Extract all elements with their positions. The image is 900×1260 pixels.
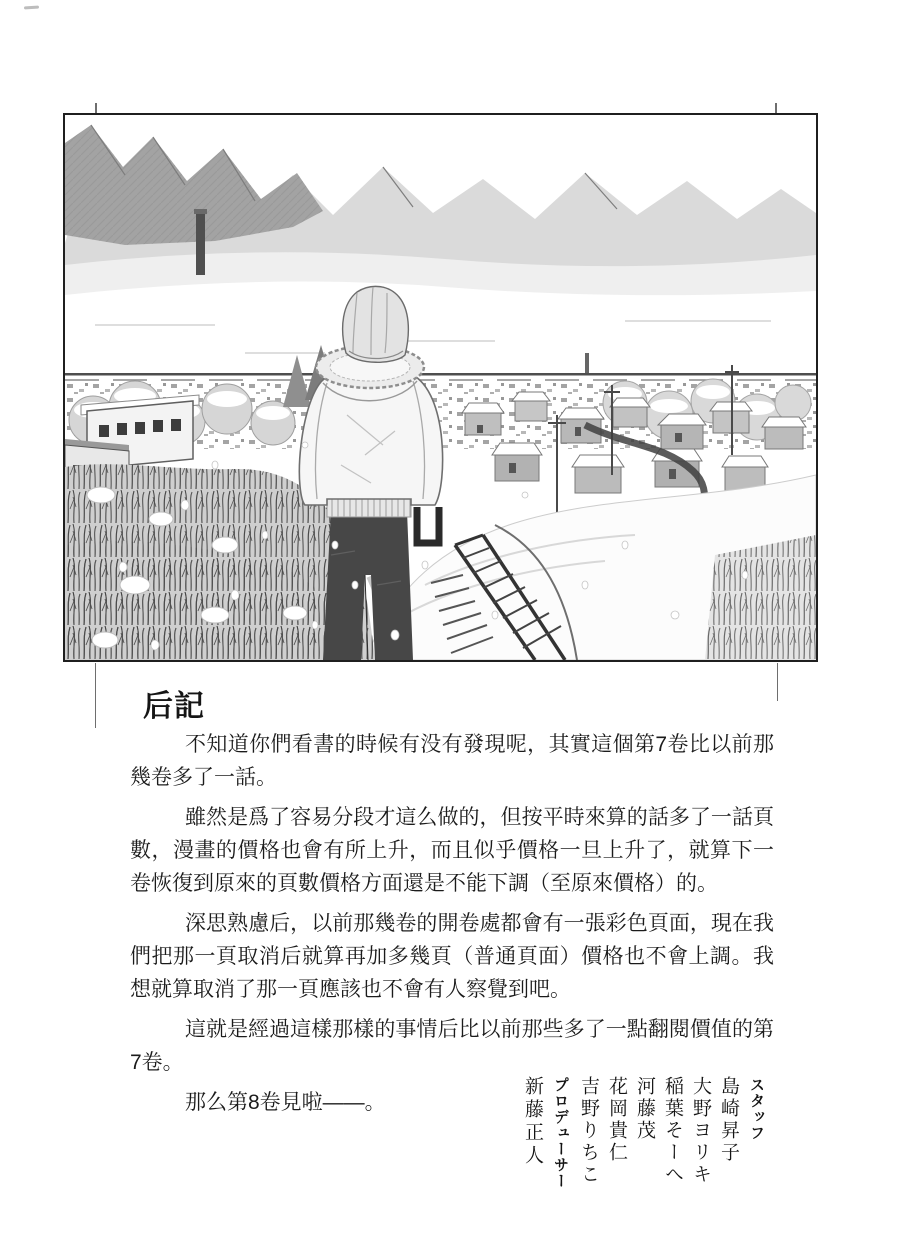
credits-staff-name-2: 大野ヨリキ — [690, 1076, 711, 1186]
credits-producer-name: 新藤正人 — [522, 1076, 543, 1168]
credits-staff-name-6: 吉野りちこ — [578, 1076, 599, 1186]
illustration-frame — [63, 113, 818, 662]
afterword-paragraph-5: 那么第8卷見啦——。 — [185, 1091, 386, 1114]
credits-staff-name-3: 稲葉そーへ — [662, 1076, 683, 1186]
credits-producer-label: プロデューサー — [552, 1077, 569, 1189]
scan-artifact — [24, 5, 39, 9]
credits-block — [516, 1076, 768, 1260]
trim-mark-bottom-left — [95, 663, 96, 728]
afterword-text-block — [130, 728, 774, 1126]
credits-staff-name-4: 河藤茂 — [634, 1076, 655, 1142]
afterword-heading: 后記 — [143, 690, 205, 723]
afterword-paragraph-1: 不知道你們看書的時候有没有發現呢，其實這個第7卷比以前那幾卷多了一話。 — [130, 733, 774, 789]
credits-staff-label: スタッフ — [748, 1077, 765, 1141]
afterword-paragraph-3: 深思熟慮后，以前那幾卷的開卷處都會有一張彩色頁面，現在我們把那一頁取消后就算再加多幾頁（普通頁面）價格也不會上調。我想就算取消了那一頁應該也不會有人察覺到吧。 — [130, 912, 774, 1001]
afterword-paragraph-2: 雖然是爲了容易分段才這么做的，但按平時來算的話多了一話頁數，漫畫的價格也會有所上升，而且似乎價格一旦上升了，就算下一卷恢復到原來的頁數價格方面還是不能下調（至原來價格）的。 — [130, 806, 774, 895]
trim-mark-top-right — [775, 103, 777, 113]
snowy-town-illustration — [65, 115, 816, 660]
afterword-paragraph-4: 這就是經過這樣那樣的事情后比以前那些多了一點翻閱價值的第7卷。 — [130, 1018, 774, 1074]
credits-staff-name-1: 島崎昇子 — [718, 1076, 739, 1164]
credits-staff-name-5: 花岡貴仁 — [606, 1076, 627, 1164]
trim-mark-bottom-right — [777, 663, 778, 701]
trim-mark-top-left — [95, 103, 97, 113]
